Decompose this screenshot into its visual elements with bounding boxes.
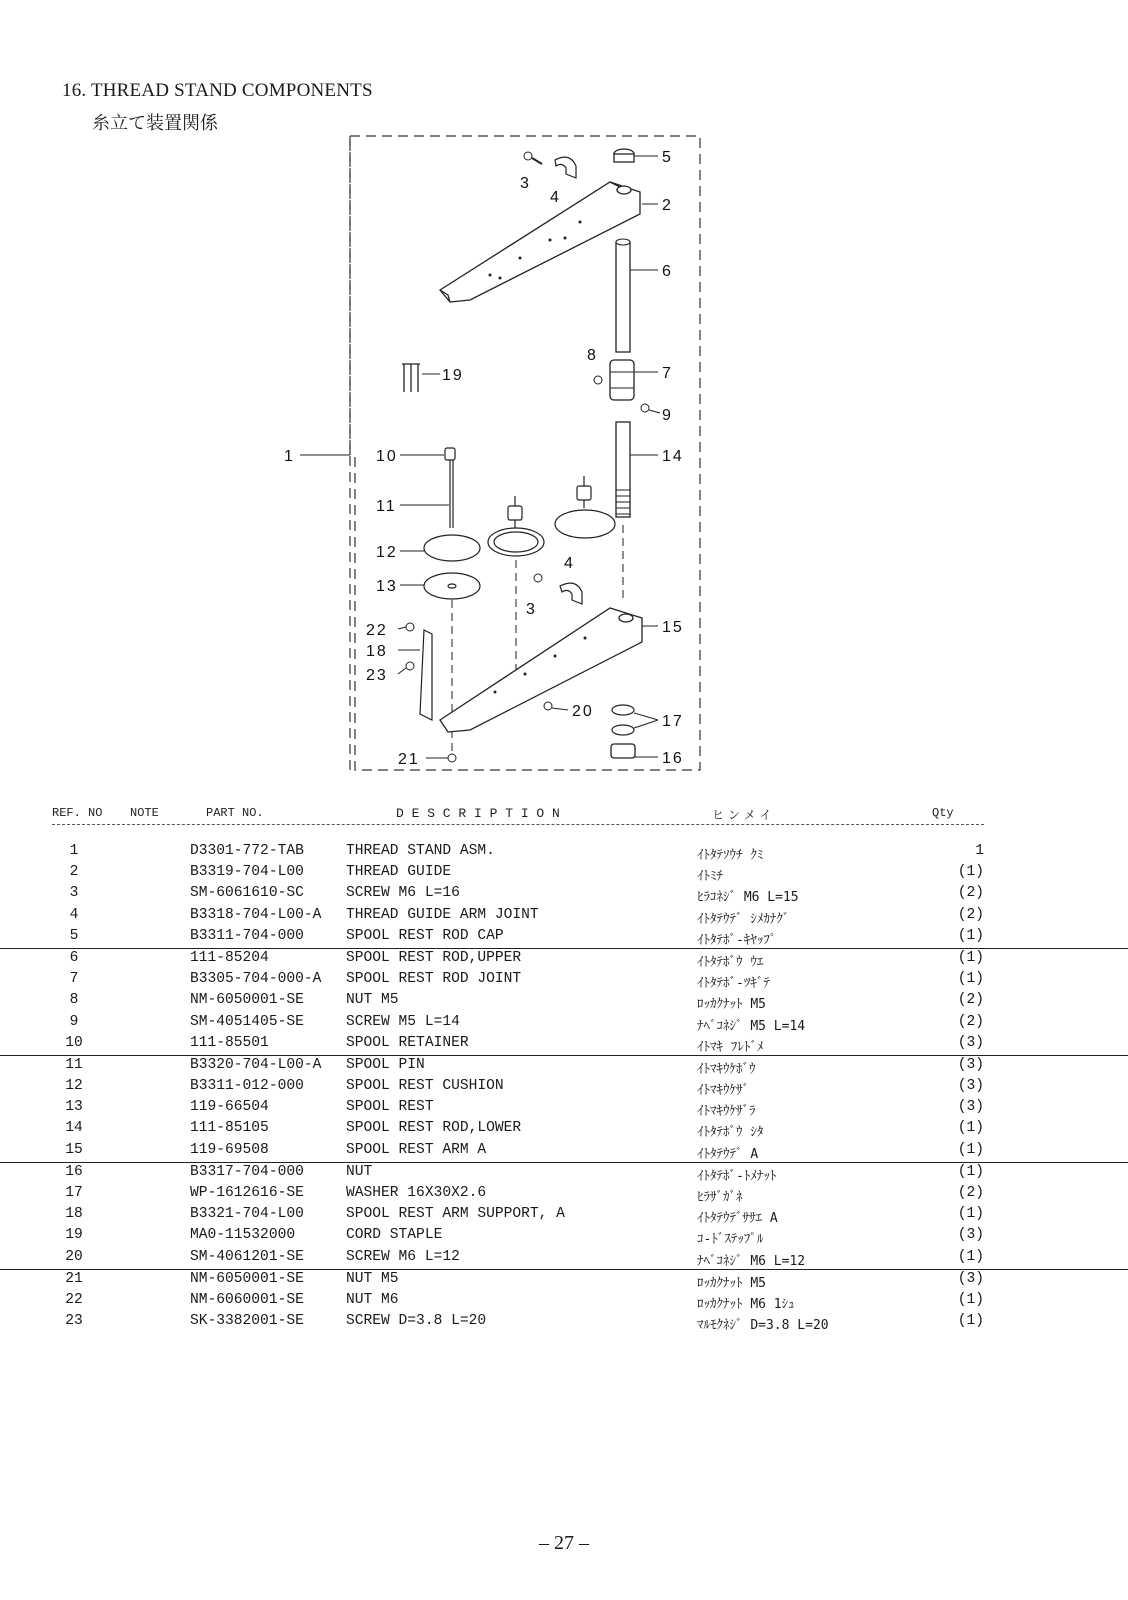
qty: (3) <box>957 1078 984 1095</box>
description: NUT M5 <box>346 1270 399 1287</box>
table-row <box>0 1141 1128 1162</box>
ref-no: 7 <box>69 971 79 988</box>
hinmei: ｲﾄﾀﾃﾎﾞｳ ｳｴ <box>697 954 764 970</box>
qty: 1 <box>975 843 984 859</box>
ref-no: 14 <box>65 1120 83 1137</box>
callout-4-upper: 4 <box>550 189 561 206</box>
table-row <box>0 970 1128 991</box>
qty: (1) <box>957 927 984 944</box>
callout-14: 14 <box>662 448 684 465</box>
qty: (2) <box>957 1185 984 1201</box>
hinmei: ｲﾄﾐﾁ <box>697 869 723 885</box>
qty: (1) <box>957 949 984 966</box>
callout-6: 6 <box>662 263 673 280</box>
hinmei: ﾋﾗｺﾈｼﾞ M6 L=15 <box>697 890 799 906</box>
callout-21: 21 <box>398 751 420 768</box>
callout-16: 16 <box>662 750 684 767</box>
part-no: 111-85501 <box>190 1034 269 1051</box>
part-no: SM-6061610-SC <box>190 885 304 902</box>
callout-3-lower: 3 <box>526 601 537 618</box>
table-row <box>0 1205 1128 1226</box>
table-row <box>0 948 1128 970</box>
callout-10: 10 <box>376 448 398 465</box>
ref-no: 15 <box>65 1141 83 1158</box>
header-note: NOTE <box>130 806 159 820</box>
hinmei: ｲﾄﾏｷｳｹﾎﾞｳ <box>697 1061 756 1077</box>
table-row <box>0 1269 1128 1291</box>
description: THREAD GUIDE <box>346 864 452 881</box>
ref-no: 19 <box>65 1227 83 1244</box>
table-row <box>0 1055 1128 1077</box>
table-row <box>0 1098 1128 1119</box>
qty: (1) <box>957 864 984 881</box>
callout-5: 5 <box>662 149 673 166</box>
exploded-diagram <box>280 130 740 800</box>
part-no: 119-66504 <box>190 1099 269 1116</box>
description: THREAD GUIDE ARM JOINT <box>346 906 539 923</box>
ref-no: 3 <box>69 885 79 902</box>
table-row <box>0 927 1128 948</box>
part-no: SM-4061201-SE <box>190 1248 304 1265</box>
qty: (1) <box>957 1291 984 1308</box>
qty: (2) <box>957 992 984 1009</box>
table-row <box>0 1312 1128 1333</box>
qty: (1) <box>957 971 984 988</box>
part-no: 119-69508 <box>190 1141 269 1158</box>
hinmei: ｲﾄﾀﾃｳﾃﾞ A <box>697 1146 759 1162</box>
header-ref-no: REF. NO <box>52 806 103 820</box>
ref-no: 18 <box>65 1206 83 1223</box>
description: NUT <box>346 1163 373 1180</box>
callout-15: 15 <box>662 619 684 636</box>
qty: (3) <box>957 1270 984 1287</box>
part-no: B3320-704-L00-A <box>190 1056 322 1073</box>
qty: (3) <box>957 1034 984 1051</box>
description: SCREW M5 L=14 <box>346 1013 460 1030</box>
table-row <box>0 863 1128 884</box>
description: CORD STAPLE <box>346 1227 443 1244</box>
hinmei: ﾋﾗｻﾞｶﾞﾈ <box>697 1190 743 1205</box>
ref-no: 23 <box>65 1313 83 1330</box>
part-no: B3305-704-000-A <box>190 971 322 988</box>
qty: (1) <box>957 1120 984 1137</box>
description: SCREW M6 L=12 <box>346 1248 460 1265</box>
part-no: B3318-704-L00-A <box>190 906 322 923</box>
callout-7: 7 <box>662 365 673 382</box>
header-part-no: PART NO. <box>206 806 264 820</box>
qty: (1) <box>957 1163 984 1180</box>
description: SPOOL REST ROD,UPPER <box>346 949 522 966</box>
part-no: B3317-704-000 <box>190 1163 304 1180</box>
hinmei: ｲﾄﾏｷｳｹｻﾞ <box>697 1083 749 1099</box>
ref-no: 6 <box>69 949 79 966</box>
description: SPOOL REST <box>346 1099 434 1116</box>
part-no: NM-6050001-SE <box>190 1270 304 1287</box>
description: SCREW M6 L=16 <box>346 885 460 902</box>
part-no: NM-6060001-SE <box>190 1291 304 1308</box>
hinmei: ｲﾄﾏｷ ﾌﾚﾄﾞﾒ <box>697 1039 764 1055</box>
page-number: – 27 – <box>539 1532 589 1554</box>
table-row <box>0 1248 1128 1269</box>
table-row <box>0 1184 1128 1205</box>
qty: (1) <box>957 1248 984 1265</box>
callout-11: 11 <box>376 498 397 515</box>
hinmei: ﾏﾙﾓｸﾈｼﾞ D=3.8 L=20 <box>697 1318 829 1334</box>
hinmei: ｲﾄﾀﾃﾎﾞｳ ｼﾀ <box>697 1125 764 1141</box>
table-row <box>0 991 1128 1012</box>
description: SPOOL REST ARM SUPPORT, A <box>346 1206 565 1223</box>
description: SPOOL REST ROD CAP <box>346 927 504 944</box>
table-row <box>0 1034 1128 1055</box>
hinmei: ｲﾄﾀﾃｿｳﾁ ｸﾐ <box>697 848 764 863</box>
part-no: WP-1612616-SE <box>190 1185 304 1201</box>
ref-no: 17 <box>65 1185 83 1201</box>
callout-13: 13 <box>376 578 398 595</box>
ref-no: 22 <box>65 1291 83 1308</box>
ref-no: 5 <box>69 927 79 944</box>
header-qty: Qty <box>932 806 954 820</box>
description: THREAD STAND ASM. <box>346 843 495 859</box>
ref-no: 20 <box>65 1248 83 1265</box>
description: NUT M5 <box>346 992 399 1009</box>
description: NUT M6 <box>346 1291 399 1308</box>
table-row <box>0 1013 1128 1034</box>
ref-no: 12 <box>65 1078 83 1095</box>
ref-no: 1 <box>69 843 79 859</box>
callout-23: 23 <box>366 667 388 684</box>
section-title: 16. THREAD STAND COMPONENTS <box>62 80 373 101</box>
hinmei: ｲﾄﾏｷｳｹｻﾞﾗ <box>697 1104 756 1120</box>
ref-no: 2 <box>69 864 79 881</box>
hinmei: ﾛｯｶｸﾅｯﾄ M6 1ｼｭ <box>697 1296 795 1312</box>
header-hinmei: ヒ ン メ イ <box>712 808 772 822</box>
qty: (2) <box>957 1013 984 1030</box>
part-no: SM-4051405-SE <box>190 1013 304 1030</box>
table-row <box>0 1226 1128 1247</box>
qty: (3) <box>957 1056 984 1073</box>
qty: (1) <box>957 1313 984 1330</box>
part-no: D3301-772-TAB <box>190 843 304 859</box>
part-no: B3311-704-000 <box>190 927 304 944</box>
qty: (1) <box>957 1206 984 1223</box>
description: SCREW D=3.8 L=20 <box>346 1313 487 1330</box>
ref-no: 10 <box>65 1034 83 1051</box>
callout-1: 1 <box>284 448 295 465</box>
header-divider <box>52 824 984 825</box>
callout-8: 8 <box>587 347 598 364</box>
table-row <box>0 1119 1128 1140</box>
qty: (1) <box>957 1141 984 1158</box>
hinmei: ﾅﾍﾞｺﾈｼﾞ M5 L=14 <box>697 1018 806 1034</box>
parts-table <box>0 842 1128 1333</box>
ref-no: 13 <box>65 1099 83 1116</box>
description: SPOOL REST ROD JOINT <box>346 971 522 988</box>
hinmei: ｲﾄﾀﾃｳﾃﾞｻｻｴ A <box>697 1211 778 1227</box>
header-description: D E S C R I P T I O N <box>396 806 560 821</box>
callout-19: 19 <box>442 367 464 384</box>
callout-18: 18 <box>366 643 388 660</box>
description: SPOOL REST ARM A <box>346 1141 487 1158</box>
table-row <box>0 884 1128 905</box>
part-no: NM-6050001-SE <box>190 992 304 1009</box>
hinmei: ｲﾄﾀﾃﾎﾞ-ｷﾔｯﾌﾟ <box>697 932 777 948</box>
callout-2: 2 <box>662 197 673 214</box>
callout-17: 17 <box>662 713 684 730</box>
ref-no: 11 <box>65 1056 83 1073</box>
hinmei: ｲﾄﾀﾃﾎﾞ-ﾄﾒﾅｯﾄ <box>697 1168 777 1184</box>
description: SPOOL REST CUSHION <box>346 1078 504 1095</box>
part-no: SK-3382001-SE <box>190 1313 304 1330</box>
description: WASHER 16X30X2.6 <box>346 1185 487 1201</box>
description: SPOOL REST ROD,LOWER <box>346 1120 522 1137</box>
qty: (3) <box>957 1099 984 1116</box>
hinmei: ｲﾄﾀﾃﾎﾞ-ﾂｷﾞﾃ <box>697 976 770 992</box>
hinmei: ﾅﾍﾞｺﾈｼﾞ M6 L=12 <box>697 1253 806 1269</box>
hinmei: ﾛｯｶｸﾅｯﾄ M5 <box>697 997 766 1013</box>
callout-3-upper: 3 <box>520 175 531 192</box>
part-no: 111-85204 <box>190 949 269 966</box>
callout-22: 22 <box>366 622 388 639</box>
table-row <box>0 1291 1128 1312</box>
table-row <box>0 1077 1128 1098</box>
ref-no: 4 <box>69 906 79 923</box>
qty: (2) <box>957 906 984 923</box>
table-row <box>0 906 1128 927</box>
callout-12: 12 <box>376 544 398 561</box>
ref-no: 16 <box>65 1163 83 1180</box>
ref-no: 8 <box>69 992 79 1009</box>
hinmei: ｲﾄﾀﾃｳﾃﾞ ｼﾒｶﾅｸﾞ <box>697 911 790 927</box>
qty: (2) <box>957 885 984 902</box>
table-row <box>0 842 1128 863</box>
section-subtitle: 糸立て装置関係 <box>92 113 218 134</box>
part-no: MA0-11532000 <box>190 1227 296 1244</box>
hinmei: ｺ-ﾄﾞｽﾃｯﾌﾟﾙ <box>697 1232 764 1248</box>
description: SPOOL PIN <box>346 1056 425 1073</box>
part-no: 111-85105 <box>190 1120 269 1137</box>
callout-20: 20 <box>572 703 594 720</box>
callout-4-lower: 4 <box>564 555 575 572</box>
part-no: B3319-704-L00 <box>190 864 304 881</box>
description: SPOOL RETAINER <box>346 1034 469 1051</box>
part-no: B3311-012-000 <box>190 1078 304 1095</box>
ref-no: 21 <box>65 1270 83 1287</box>
ref-no: 9 <box>69 1013 79 1030</box>
table-row <box>0 1162 1128 1184</box>
part-no: B3321-704-L00 <box>190 1206 304 1223</box>
callout-9: 9 <box>662 407 673 424</box>
qty: (3) <box>957 1227 984 1244</box>
hinmei: ﾛｯｶｸﾅｯﾄ M5 <box>697 1275 766 1291</box>
